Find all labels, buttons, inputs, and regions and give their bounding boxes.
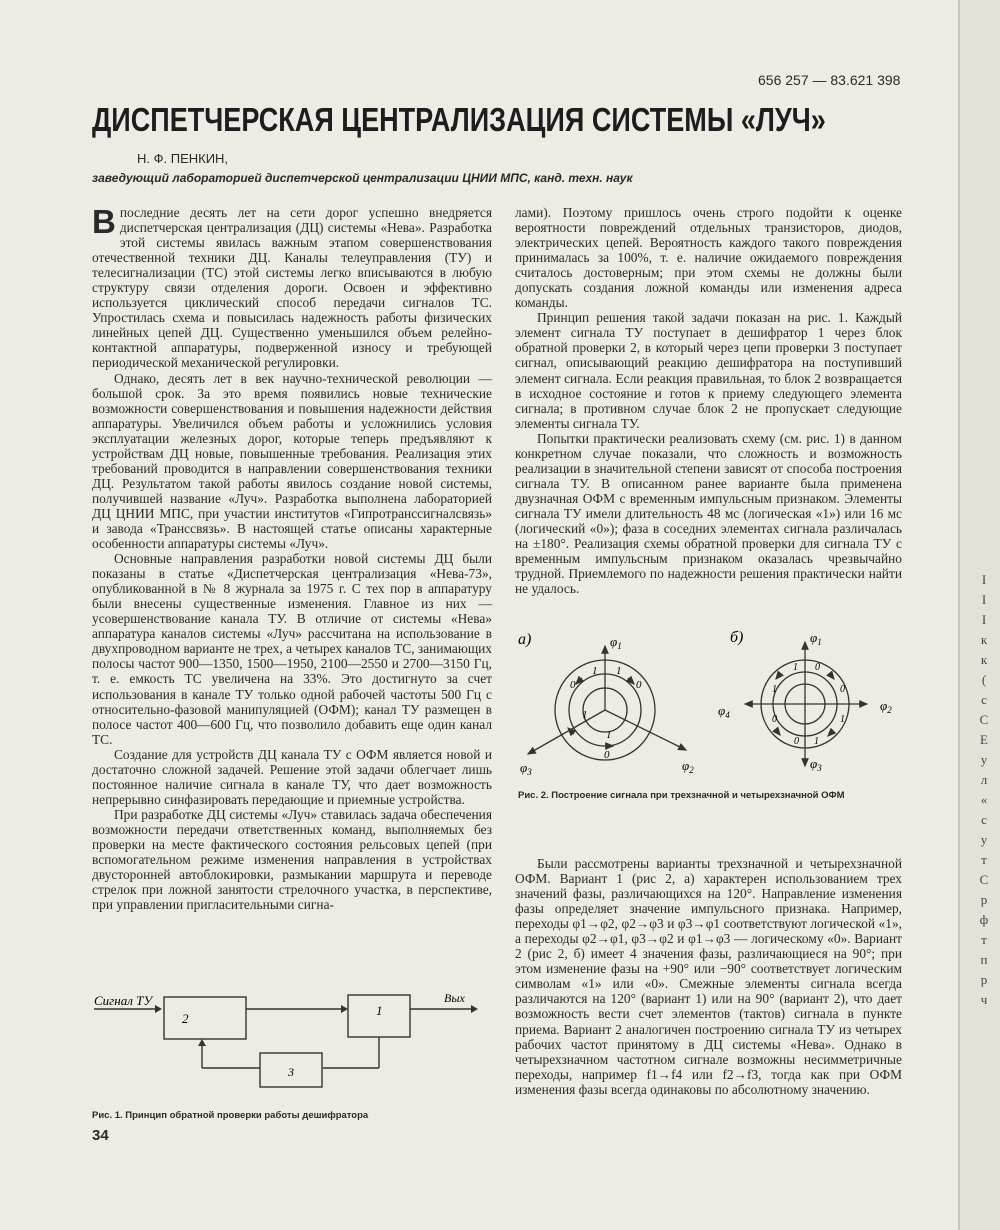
edge-fragment: I	[981, 572, 987, 587]
bit-label: 1	[582, 709, 588, 721]
diagram-a	[528, 646, 686, 760]
phi3-b: $\varphi_3$	[810, 756, 822, 773]
right-column-top	[515, 205, 902, 596]
edge-fragment: к	[980, 652, 988, 667]
phi1-a: $\varphi_1$	[610, 634, 622, 651]
left-column	[92, 205, 492, 912]
paragraph: Попытки практически реализовать схему (см. рис. 1) в данном конкретном случае показали, что сложность и возможность реализации в значительной степени зависят от способа построения сигнала ТУ. В описанном ранее варианте была применена двузначная ОФМ с временным импульсным признаком. Элементы сигнала ТУ имели длительность 48 мс (логическая «1») или 16 мс (логический «0»); фаза в соседних элементах сигнала различалась на ±180°. Реализация схемы обратной проверки для сигнала ТУ с временным импульсным признаком оказалась чрезвычайно трудной. Приемлемого по надежности решения практически найти не удалось.	[515, 430, 902, 597]
paragraph: Основные направления разработки новой системы ДЦ были показаны в статье «Диспетчерская централизация «Нева-73», опубликованной в № 8 журнала за 1975 г. С тех пор в аппаратуру были внесены существенные изменения. Главное из них — усовершенствование канала ТУ. В отличие от системы «Нева» аппаратура каналов системы «Луч» рассчитана на использование в двухпроводном варианте не трех, а четырех каналов ТС, занимающих полосы частот 900—1350, 1500—1950, 2100—2550 и 2700—3150 Гц, т. е. емкость ТС увеличена на 33%. Это достигнуто за счет использования в канале ТУ только одной рабочей частоты 500 Гц с относительно-фазовой манипуляцией (ОФМ); канал ТУ размещен в полосе частот 400—600 Гц, что позволило добавить еще один канал ТС.	[92, 551, 492, 747]
udc-code: 656 257 — 83.621 398	[758, 72, 901, 88]
right-column-bottom	[515, 856, 902, 1097]
bit-label: 1	[793, 662, 798, 673]
paragraph: Принцип решения такой задачи показан на рис. 1. Каждый элемент сигнала ТУ поступает в дешифратор 1 через блок обратной проверки 2, в который через цепи проверки 3 поступает сигнал, описывающий реакцию дешифратора на поступивший элемент сигнала. Если реакция правильная, то блок 2 возвращается в исходное состояние и готов к приему следующего элемента сигнала; в противном случае блок 2 не пропускает следующие элементы сигнала ТУ.	[515, 310, 902, 431]
paragraph: При разработке ДЦ системы «Луч» ставилась задача обеспечения возможности передачи ответственных команд, выполняемых без проверки на месте фактического состояния рельсовых цепей (при вспомогательном режиме изменения направления в устройствах двусторонней автоблокировки, размыкании маршрута и переводе стрелок при ложной занятости стрелочного участка, в перспективе, при управлении пригласительными сигна-	[92, 806, 492, 913]
figure-1-block-diagram	[92, 985, 492, 1100]
bit-label: 0	[794, 736, 799, 747]
bit-label: 0	[636, 679, 642, 691]
phi2-a: $\varphi_2$	[682, 758, 694, 775]
block-2	[164, 997, 246, 1039]
bit-label: 1	[840, 714, 845, 725]
edge-fragment: Е	[980, 732, 988, 747]
author-affiliation: заведующий лабораторией диспетчерской централизации ЦНИИ МПС, канд. техн. наук	[92, 171, 633, 185]
bit-label: 1	[772, 684, 777, 695]
dropcap: В	[92, 203, 116, 240]
edge-fragment: «	[980, 792, 988, 807]
paragraph: лами). Поэтому пришлось очень строго подойти к оценке вероятности повреждений отдельных транзисторов, диодов, электрических цепей. Вероятность каждого такого повреждения принималась за 100%, т. е. наличие ожидаемого повреждения считалось достоверным; при этом схемы не должны были допускать создания ложной команды или изменения адреса команды.	[515, 205, 902, 311]
phi2-b: $\varphi_2$	[880, 698, 892, 715]
edge-fragment: с	[981, 692, 987, 707]
bit-label: 1	[616, 665, 622, 677]
phi3-a: $\varphi_3$	[520, 760, 532, 777]
edge-fragment: к	[980, 632, 988, 647]
edge-fragment: т	[981, 932, 987, 947]
edge-fragment: с	[981, 812, 987, 827]
bit-label: 1	[814, 736, 819, 747]
edge-fragment: р	[980, 892, 988, 907]
edge-fragment: л	[980, 772, 988, 787]
page-number: 34	[92, 1127, 109, 1144]
bit-label: 0	[772, 714, 777, 725]
figure-2-caption: Рис. 2. Построение сигнала при трехзначной и четырехзначной ОФМ	[518, 790, 845, 801]
diagram-b-label: б)	[730, 629, 744, 646]
output-label: Вых	[444, 991, 465, 1005]
edge-fragment: р	[980, 972, 988, 987]
edge-fragment: С	[979, 872, 989, 887]
block-1-label: 1	[376, 1003, 383, 1018]
edge-fragment: ч	[980, 992, 988, 1007]
bit-label: 1	[606, 729, 612, 741]
edge-fragment: т	[981, 852, 987, 867]
edge-fragment: ф	[979, 912, 989, 927]
bit-label: 0	[570, 679, 576, 691]
bit-label: 0	[840, 684, 845, 695]
diagram-a-label: а)	[518, 631, 532, 648]
edge-fragment: С	[979, 712, 989, 727]
bit-label: 1	[592, 665, 598, 677]
paragraph: Были рассмотрены варианты трехзначной и четырехзначной ОФМ. Вариант 1 (рис 2, а) характерен использованием трех значений фазы, различающихся на 120°. Направление изменения фазы определяет значение импульсного признака. Например, переходы φ1→φ2, φ2→φ3 и φ3→φ1 соответствуют логической «1», а переходы φ2→φ1, φ3→φ2 и φ1→φ3 — логическому «0». Вариант 2 (рис 2, б) имеет 4 значения фазы, различающиеся на 90°; при этом изменение фазы на +90° или −90° соответствует логическим символам «1» или «0». Смежные элементы сигнала всегда различаются на 120° (вариант 1) или на 90° (вариант 2), что дает возможность вести счет элементов (тактов) сигнала в пункте приема. Вариант 2 аналогичен построению сигнала ТУ из четырех рабочих частот принятому в ДЦ системы «Нева». Однако в четырехзначном частотном сигнале возможны несимметричные переходы, например f1→f4 или f2→f3, тогда как при ОФМ изменения фазы всегда одинаковы по абсолютному значению.	[515, 856, 902, 1097]
paragraph-text: последние десять лет на сети дорог успешно внедряется диспетчерская централизация (ДЦ) системы «Нева». Разработка этой системы явилась важным этапом совершенствования отечественной техники ДЦ. Каналы телеуправления (ТУ) и телесигнализации (ТС) этой системы легко вписываются в любую структуру связи отделения дороги. Освоен и эффективно используется циклический способ передачи сигналов ТС. Упростилась схема и повысилась надежность работы физических линейных цепей ДЦ. Существенно уменьшился объем релейно-контактной аппаратуры, подверженной износу и требующей периодической механической регулировки.	[92, 205, 492, 371]
bit-label: 0	[604, 749, 610, 761]
edge-fragment: I	[981, 592, 987, 607]
block-2-label: 2	[182, 1011, 189, 1026]
diagram-b	[745, 642, 867, 766]
figure-1-caption: Рис. 1. Принцип обратной проверки работы дешифратора	[92, 1110, 369, 1121]
author-name: Н. Ф. ПЕНКИН,	[137, 151, 229, 166]
next-page-text-fragments	[976, 570, 992, 1010]
phi1-b: $\varphi_1$	[810, 630, 822, 647]
figure-2-phase-diagrams	[510, 622, 910, 784]
edge-fragment: у	[980, 832, 988, 847]
edge-fragment: (	[981, 672, 987, 687]
phi4-b: $\varphi_4$	[718, 703, 730, 720]
edge-fragment: п	[980, 952, 988, 967]
block-3-label: 3	[288, 1065, 294, 1079]
paragraph	[92, 205, 492, 371]
paragraph: Однако, десять лет в век научно-технической революции — большой срок. За это время появились новые технические возможности совершенствования и повышения надежности действия аппаратуры. Увеличился объем работы и усложнились условия эксплуатации железных дорог, которые теперь предъявляют к устройствам ДЦ новые, повышенные требования. Реализация этих требований проводится в направлении совершенствования техники ДЦ. Результатом такой работы явилось создание новой системы, получившей название «Луч». Разработка выполнена лабораторией ДЦ ЦНИИ МПС, при участии институтов «Гипротранссигналсвязь» и завода «Трансcвязь». В настоящей статье описаны характерные особенности аппаратуры системы «Луч».	[92, 370, 492, 552]
paragraph: Создание для устройств ДЦ канала ТУ с ОФМ является новой и достаточно сложной задачей. Решение этой задачи облегчает лишь постоянное наличие сигнала в канале ТУ, что дает возможность непрерывно синфазировать передающие и приемные устройства.	[92, 746, 492, 807]
edge-fragment: I	[981, 612, 987, 627]
edge-fragment: у	[980, 752, 988, 767]
article-title: ДИСПЕТЧЕРСКАЯ ЦЕНТРАЛИЗАЦИЯ СИСТЕМЫ «ЛУЧ»	[92, 101, 826, 138]
bit-label: 0	[815, 662, 820, 673]
input-label: Сигнал ТУ	[94, 993, 153, 1008]
